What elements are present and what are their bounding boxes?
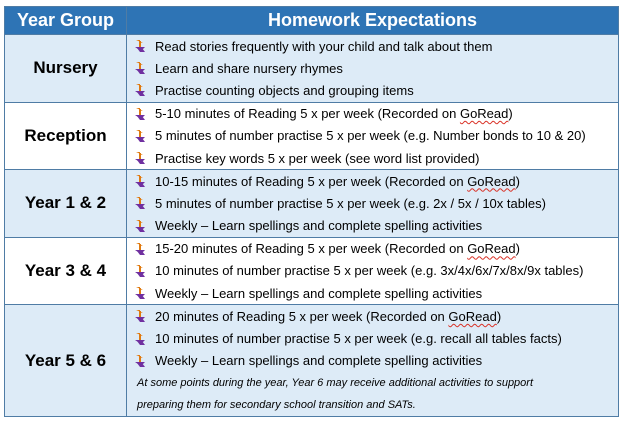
expectations-cell [127, 237, 619, 305]
expectations-cell [127, 305, 619, 417]
year-group-cell: Year 5 & 6 [5, 305, 127, 417]
table-header-row [5, 7, 619, 35]
arrow-bullet-icon [135, 264, 146, 278]
expectation-item [127, 327, 618, 349]
year-6-note-line: At some points during the year, Year 6 may receive additional activities to support [137, 376, 534, 389]
arrow-bullet-icon [135, 219, 146, 233]
expectation-item [127, 147, 618, 169]
arrow-bullet-icon [135, 39, 146, 53]
expectation-item [127, 79, 618, 101]
expectation-text: Weekly – Learn spellings and complete spelling activities [155, 285, 483, 301]
expectation-text: Weekly – Learn spellings and complete spelling activities [155, 353, 483, 369]
table-row-year-1-2 [5, 170, 619, 238]
table-row-reception [5, 102, 619, 170]
year-group-cell: Year 3 & 4 [5, 237, 127, 305]
arrow-bullet-icon [135, 354, 146, 368]
expectation-item [127, 103, 618, 125]
year-6-note-line: preparing them for secondary school transition and SATs. [137, 398, 416, 411]
expectation-item [127, 238, 618, 260]
arrow-bullet-icon [135, 107, 146, 121]
arrow-bullet-icon [135, 174, 146, 188]
expectation-item [127, 57, 618, 79]
arrow-bullet-icon [135, 286, 146, 300]
homework-table-container [4, 6, 618, 424]
arrow-bullet-icon [135, 332, 146, 346]
expectation-text: 5 minutes of number practise 5 x per week (e.g. Number bonds to 10 & 20) [155, 128, 586, 144]
expectation-item [127, 215, 618, 237]
expectations-cell [127, 35, 619, 103]
expectation-text: Weekly – Learn spellings and complete spelling activities [155, 218, 483, 234]
expectation-text: Learn and share nursery rhymes [155, 60, 343, 76]
expectation-item [127, 305, 618, 327]
arrow-bullet-icon [135, 309, 146, 323]
arrow-bullet-icon [135, 196, 146, 210]
arrow-bullet-icon [135, 242, 146, 256]
expectation-text: Read stories frequently with your child and talk about them [155, 38, 493, 54]
expectation-item [127, 125, 618, 147]
expectation-text: Practise counting objects and grouping items [155, 82, 414, 98]
arrow-bullet-icon [135, 129, 146, 143]
expectation-text: 10 minutes of number practise 5 x per week (e.g. 3x/4x/6x/7x/8x/9x tables) [155, 263, 584, 279]
expectation-text: 5-10 minutes of Reading 5 x per week (Recorded on GoRead) [155, 106, 513, 122]
table-row-year-5-6 [5, 305, 619, 417]
expectation-text: 10-15 minutes of Reading 5 x per week (Recorded on GoRead) [155, 173, 520, 189]
year-group-cell: Year 1 & 2 [5, 170, 127, 238]
expectation-item [127, 192, 618, 214]
year-group-header: Year Group [5, 7, 127, 35]
expectation-text: 10 minutes of number practise 5 x per week (e.g. recall all tables facts) [155, 331, 562, 347]
homework-expectations-header: Homework Expectations [127, 7, 619, 35]
table-row-nursery [5, 35, 619, 103]
expectation-text: 5 minutes of number practise 5 x per week (e.g. 2x / 5x / 10x tables) [155, 195, 546, 211]
homework-table [4, 6, 619, 417]
arrow-bullet-icon [135, 151, 146, 165]
expectation-item [127, 170, 618, 192]
year-group-cell: Nursery [5, 35, 127, 103]
expectation-text: 20 minutes of Reading 5 x per week (Recorded on GoRead) [155, 308, 502, 324]
expectation-item [127, 282, 618, 304]
expectations-cell [127, 170, 619, 238]
arrow-bullet-icon [135, 83, 146, 97]
year-group-cell: Reception [5, 102, 127, 170]
expectation-item [127, 350, 618, 372]
expectation-text: 15-20 minutes of Reading 5 x per week (Recorded on GoRead) [155, 241, 520, 257]
table-row-year-3-4 [5, 237, 619, 305]
arrow-bullet-icon [135, 61, 146, 75]
expectation-text: Practise key words 5 x per week (see word list provided) [155, 150, 480, 166]
expectations-cell [127, 102, 619, 170]
expectation-item [127, 35, 618, 57]
expectation-item [127, 260, 618, 282]
